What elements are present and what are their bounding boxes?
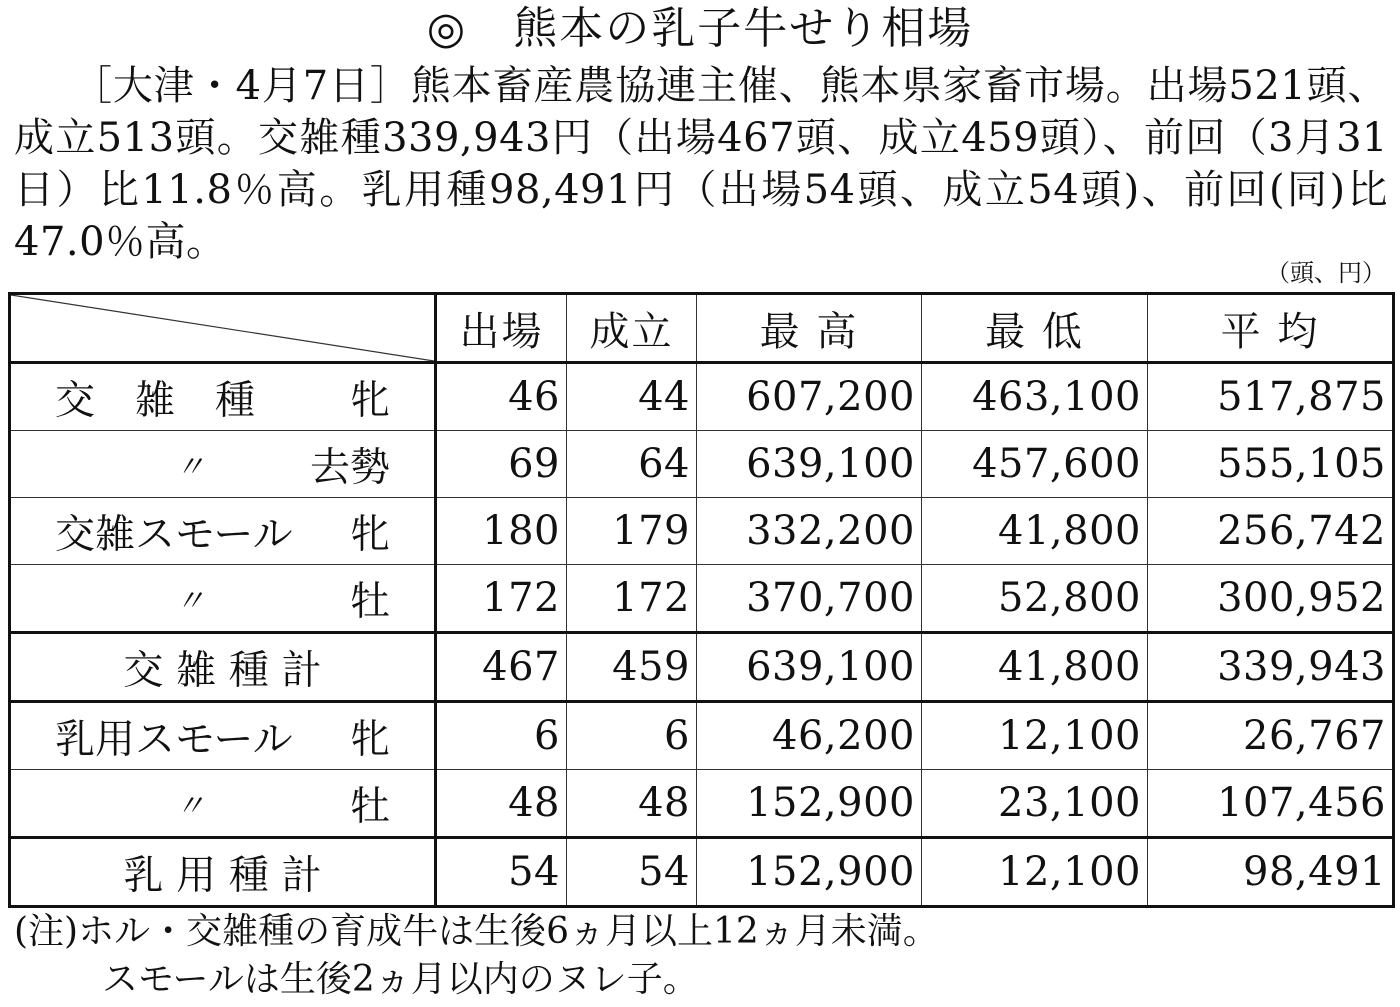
cell-shutsujo: 46 bbox=[436, 363, 567, 431]
cell-shutsujo: 180 bbox=[436, 498, 567, 565]
header-avg: 平 均 bbox=[1148, 294, 1394, 363]
cell-min: 23,100 bbox=[922, 770, 1148, 838]
row-label-left: 交雑スモール bbox=[55, 511, 293, 558]
cell-min: 41,800 bbox=[922, 498, 1148, 565]
cell-max: 370,700 bbox=[697, 565, 922, 633]
cell-avg: 26,767 bbox=[1148, 702, 1394, 770]
cell-avg: 555,105 bbox=[1148, 431, 1394, 498]
cell-avg: 300,952 bbox=[1148, 565, 1394, 633]
header-max: 最 高 bbox=[697, 294, 922, 363]
table-row bbox=[10, 363, 1394, 431]
cell-shutsujo: 48 bbox=[436, 770, 567, 838]
table-row bbox=[10, 565, 1394, 633]
cell-seiritsu: 172 bbox=[567, 565, 697, 633]
row-label-right: 牡 bbox=[350, 783, 390, 830]
ditto-mark: 〃 bbox=[175, 789, 205, 824]
table-row-subtotal bbox=[10, 633, 1394, 702]
row-label-right: 牝 bbox=[350, 511, 390, 558]
cell-shutsujo: 172 bbox=[436, 565, 567, 633]
title-text: 熊本の乳子牛せり相場 bbox=[513, 3, 974, 54]
cell-max: 152,900 bbox=[697, 838, 922, 907]
article-title bbox=[0, 2, 1400, 56]
cell-shutsujo: 467 bbox=[436, 633, 567, 702]
cell-min: 41,800 bbox=[922, 633, 1148, 702]
row-label-left: 交 雑 種 bbox=[55, 377, 255, 424]
row-label bbox=[10, 363, 436, 431]
row-label bbox=[10, 838, 436, 907]
cell-seiritsu: 54 bbox=[567, 838, 697, 907]
cell-max: 639,100 bbox=[697, 633, 922, 702]
cell-seiritsu: 459 bbox=[567, 633, 697, 702]
corner-cell bbox=[10, 294, 436, 363]
table-row bbox=[10, 770, 1394, 838]
row-label-left: 乳用スモール bbox=[55, 716, 293, 763]
cell-max: 46,200 bbox=[697, 702, 922, 770]
unit-note: （頭、円） bbox=[1266, 259, 1386, 287]
row-label-center: 交 雑 種 計 bbox=[123, 647, 322, 694]
table-header-row bbox=[10, 294, 1394, 363]
cell-min: 463,100 bbox=[922, 363, 1148, 431]
cell-seiritsu: 44 bbox=[567, 363, 697, 431]
footnote-line-1: (注)ホル・交雑種の育成牛は生後6ヵ月以上12ヵ月未満。 bbox=[14, 911, 939, 952]
row-label-right: 牡 bbox=[350, 578, 390, 625]
cell-shutsujo: 54 bbox=[436, 838, 567, 907]
cell-seiritsu: 6 bbox=[567, 702, 697, 770]
cell-max: 639,100 bbox=[697, 431, 922, 498]
cell-seiritsu: 64 bbox=[567, 431, 697, 498]
row-label bbox=[10, 633, 436, 702]
cell-shutsujo: 6 bbox=[436, 702, 567, 770]
cell-min: 457,600 bbox=[922, 431, 1148, 498]
price-table bbox=[8, 292, 1395, 908]
lead-text: ［大津・4月7日］熊本畜産農協連主催、熊本県家畜市場。出場521頭、成立513頭。交雑種339,943円（出場467頭、成立459頭）、前回（3月31日）比11.8％高。乳用種98,491円（出場54頭、成立54頭)、前回(同)比47.0％高。 bbox=[14, 63, 1388, 265]
cell-avg: 256,742 bbox=[1148, 498, 1394, 565]
cell-seiritsu: 48 bbox=[567, 770, 697, 838]
cell-min: 12,100 bbox=[922, 702, 1148, 770]
table-row-subtotal bbox=[10, 838, 1394, 907]
cell-avg: 339,943 bbox=[1148, 633, 1394, 702]
row-label bbox=[10, 431, 436, 498]
cell-avg: 107,456 bbox=[1148, 770, 1394, 838]
cell-min: 12,100 bbox=[922, 838, 1148, 907]
lead-paragraph bbox=[14, 60, 1388, 268]
row-label-center: 乳 用 種 計 bbox=[123, 852, 322, 899]
row-label bbox=[10, 565, 436, 633]
cell-min: 52,800 bbox=[922, 565, 1148, 633]
cell-shutsujo: 69 bbox=[436, 431, 567, 498]
table-row bbox=[10, 702, 1394, 770]
double-circle-icon: ◎ bbox=[426, 3, 468, 54]
row-label-right: 去勢 bbox=[310, 444, 390, 491]
row-label bbox=[10, 498, 436, 565]
cell-max: 607,200 bbox=[697, 363, 922, 431]
header-seiritsu: 成立 bbox=[567, 294, 697, 363]
header-min: 最 低 bbox=[922, 294, 1148, 363]
cell-seiritsu: 179 bbox=[567, 498, 697, 565]
row-label-right: 牝 bbox=[350, 377, 390, 424]
ditto-mark: 〃 bbox=[175, 450, 205, 485]
row-label bbox=[10, 770, 436, 838]
footnotes bbox=[14, 908, 1388, 1004]
cell-max: 332,200 bbox=[697, 498, 922, 565]
cell-avg: 98,491 bbox=[1148, 838, 1394, 907]
cell-avg: 517,875 bbox=[1148, 363, 1394, 431]
row-label-right: 牝 bbox=[350, 716, 390, 763]
footnote-line-2: スモールは生後2ヵ月以内のヌレ子。 bbox=[102, 959, 699, 1000]
table-row bbox=[10, 431, 1394, 498]
row-label bbox=[10, 702, 436, 770]
header-shutsujo: 出場 bbox=[436, 294, 567, 363]
diagonal-line bbox=[11, 295, 434, 361]
table-row bbox=[10, 498, 1394, 565]
ditto-mark: 〃 bbox=[175, 584, 205, 619]
cell-max: 152,900 bbox=[697, 770, 922, 838]
